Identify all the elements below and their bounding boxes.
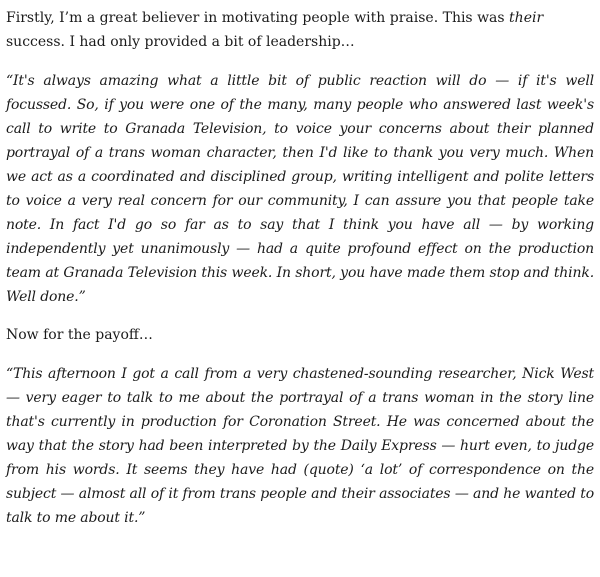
- intro-emphasis: their: [509, 10, 544, 26]
- intro-text-end: success. I had only provided a bit of leadership…: [6, 34, 355, 50]
- intro-paragraph: [6, 6, 594, 54]
- transition-paragraph: Now for the payoff…: [6, 327, 153, 343]
- quote-paragraph-2: “This afternoon I got a call from a very chastened-sounding researcher, Nick West — very eager to talk to me about the portrayal of a trans woman in the story line that's currently in production for Coronation Street. He was concerned about the way that the story had been interpreted by the Daily Express — hurt even, to judge from his words. It seems they have had (quote) ‘a lot’ of correspondence on the subject — almost all of it from trans people and their associates — and he wanted to talk to me about it.”: [6, 366, 594, 526]
- quote-paragraph-1: “It's always amazing what a little bit of public reaction will do — if it's well focussed. So, if you were one of the many, many people who answered last week's call to write to Granada Television, to voice your concerns about their planned portrayal of a trans woman character, then I'd like to thank you very much. When we act as a coordinated and disciplined group, writing intelligent and polite letters to voice a very real concern for our community, I can assure you that people take note. In fact I'd go so far as to say that I think you have all — by working independently yet unanimously — had a quite profound effect on the production team at Granada Television this week. In short, you have made them stop and think. Well done.”: [6, 73, 594, 305]
- intro-text-start: Firstly, I’m a great believer in motivating people with praise. This was: [6, 10, 510, 26]
